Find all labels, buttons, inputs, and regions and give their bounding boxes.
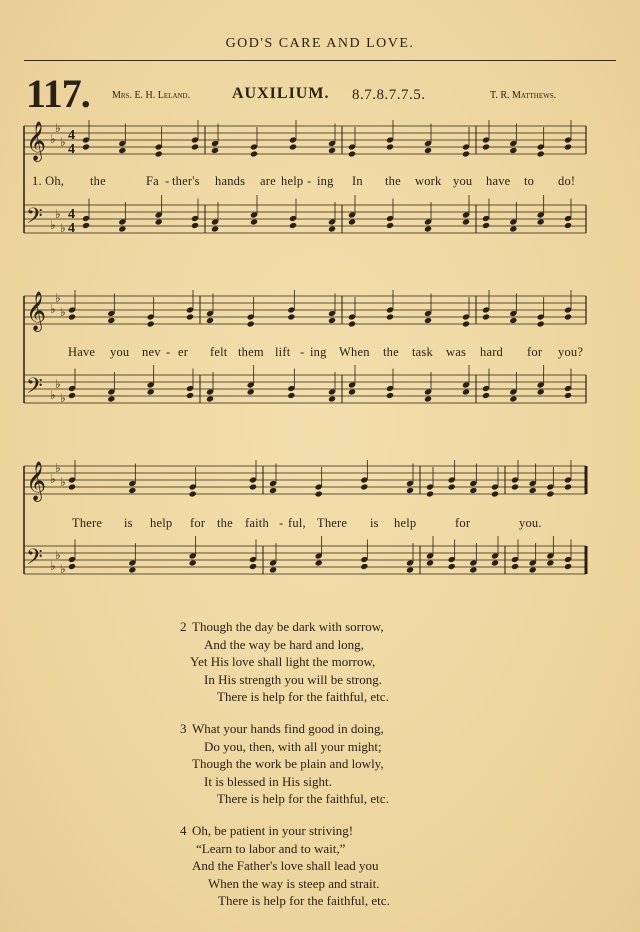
lyric-syllable: for (527, 345, 543, 359)
flat-sign: ♭ (50, 218, 56, 232)
flat-sign: ♭ (50, 559, 56, 573)
lyric-syllable: - (279, 516, 284, 530)
lyric-syllable: felt (210, 345, 228, 359)
lyric-syllable: work (415, 174, 442, 188)
lyric-syllable: - (166, 345, 171, 359)
stanza-2 (180, 618, 390, 706)
lyric-syllable: for (455, 516, 471, 530)
stanza-line: It is blessed in His sight. (204, 773, 332, 789)
flat-sign: ♭ (55, 377, 61, 391)
lyric-syllable: Fa (146, 174, 159, 188)
lyric-syllable: When (339, 345, 370, 359)
stanza-line: When the way is steep and strait. (208, 875, 380, 891)
flat-sign: ♭ (60, 391, 66, 405)
lyric-syllable: you (110, 345, 130, 359)
lyric-syllable: faith (245, 516, 269, 530)
flat-sign: ♭ (60, 475, 66, 489)
lyric-syllable: help (281, 174, 304, 188)
lyric-syllable: There (317, 516, 348, 530)
stanza-line: Though the work be plain and lowly, (192, 756, 384, 772)
stanza-line: Oh, be patient in your striving! (192, 822, 354, 838)
stanza-4 (180, 822, 390, 910)
lyric-syllable: is (124, 516, 133, 530)
stanza-line: And the Father's love shall lead you (192, 858, 379, 874)
time-signature-bottom: 4 (68, 221, 75, 236)
flat-sign: ♭ (55, 207, 61, 221)
lyric-syllable: There (72, 516, 103, 530)
stanza-line: “Learn to labor and to wait,” (196, 840, 346, 856)
flat-sign: ♭ (60, 135, 66, 149)
stanza-line: There is help for the faithful, etc. (218, 893, 390, 909)
flat-sign: ♭ (50, 132, 56, 146)
lyric-syllable: to (524, 174, 535, 188)
composer: T. R. Matthews. (490, 90, 557, 101)
header-rule (24, 60, 616, 61)
flat-sign: ♭ (60, 562, 66, 576)
lyric-syllable: have (486, 174, 511, 188)
stanza-line: Do you, then, with all your might; (204, 738, 382, 754)
flat-sign: ♭ (55, 461, 61, 475)
bass-clef: 𝄢 (26, 204, 43, 234)
lyric-syllable: nev (142, 345, 161, 359)
author: Mrs. E. H. Leland. (112, 90, 191, 101)
lyric-syllable: was (446, 345, 467, 359)
lyric-syllable: the (383, 345, 399, 359)
lyric-syllable: the (385, 174, 401, 188)
stanza-line: In His strength you will be strong. (204, 671, 383, 687)
lyric-syllable: for (190, 516, 206, 530)
flat-sign: ♭ (50, 302, 56, 316)
flat-sign: ♭ (60, 221, 66, 235)
stanza-line: There is help for the faithful, etc. (217, 689, 389, 705)
flat-sign: ♭ (55, 291, 61, 305)
time-signature-top: 4 (68, 207, 75, 222)
treble-clef: 𝄞 (26, 461, 47, 501)
lyric-syllable: In (352, 174, 363, 188)
treble-clef: 𝄞 (26, 121, 47, 161)
stanza-line: And the way be hard and long, (204, 636, 364, 652)
flat-sign: ♭ (60, 305, 66, 319)
lyric-syllable: hard (480, 345, 504, 359)
lyric-syllable: is (370, 516, 379, 530)
lyric-syllable: help (150, 516, 173, 530)
flat-sign: ♭ (50, 388, 56, 402)
flat-sign: ♭ (55, 548, 61, 562)
lyric-syllable: - (307, 174, 312, 188)
stanza-line: Yet His love shall light the morrow, (190, 654, 376, 670)
lyric-syllable: hands (215, 174, 246, 188)
lyric-syllable: - (165, 174, 170, 188)
lyric-syllable: er (178, 345, 189, 359)
lyric-syllable: the (217, 516, 233, 530)
additional-stanzas (180, 618, 390, 924)
lyric-syllable: them (238, 345, 264, 359)
lyric-syllable: lift (275, 345, 291, 359)
time-signature-top: 4 (68, 128, 75, 143)
lyric-syllable: you? (558, 345, 584, 359)
lyric-syllable: - (300, 345, 305, 359)
tune-name: AUXILIUM. (232, 85, 330, 102)
flat-sign: ♭ (50, 472, 56, 486)
lyric-syllable: 1. Oh, (32, 174, 65, 188)
lyric-syllable: do! (558, 174, 576, 188)
lyric-syllable: you (453, 174, 473, 188)
bass-clef: 𝄢 (26, 374, 43, 404)
treble-clef: 𝄞 (26, 291, 47, 331)
lyric-syllable: help (394, 516, 417, 530)
stanza-line: What your hands find good in doing, (192, 720, 384, 736)
lyric-syllable: Have (68, 345, 96, 359)
running-title: GOD'S CARE AND LOVE. (225, 36, 415, 51)
flat-sign: ♭ (55, 121, 61, 135)
hymn-number: 117. (26, 71, 90, 116)
lyric-syllable: task (412, 345, 433, 359)
meter: 8.7.8.7.7.5. (352, 87, 426, 103)
lyric-syllable: you. (519, 516, 542, 530)
bass-clef: 𝄢 (26, 545, 43, 575)
lyric-syllable: are (260, 174, 276, 188)
lyric-syllable: the (90, 174, 106, 188)
stanza-line: There is help for the faithful, etc. (217, 791, 389, 807)
stanza-number: 3 (180, 720, 187, 736)
lyric-syllable: ing (317, 174, 334, 188)
time-signature-bottom: 4 (68, 142, 75, 157)
stanza-number: 4 (180, 822, 187, 838)
stanza-number: 2 (180, 619, 187, 634)
lyric-syllable: ful, (288, 516, 306, 530)
lyric-syllable: ing (310, 345, 327, 359)
stanza-3 (180, 720, 390, 808)
lyric-syllable: ther's (172, 174, 200, 188)
stanza-line: Though the day be dark with sorrow, (192, 619, 384, 634)
